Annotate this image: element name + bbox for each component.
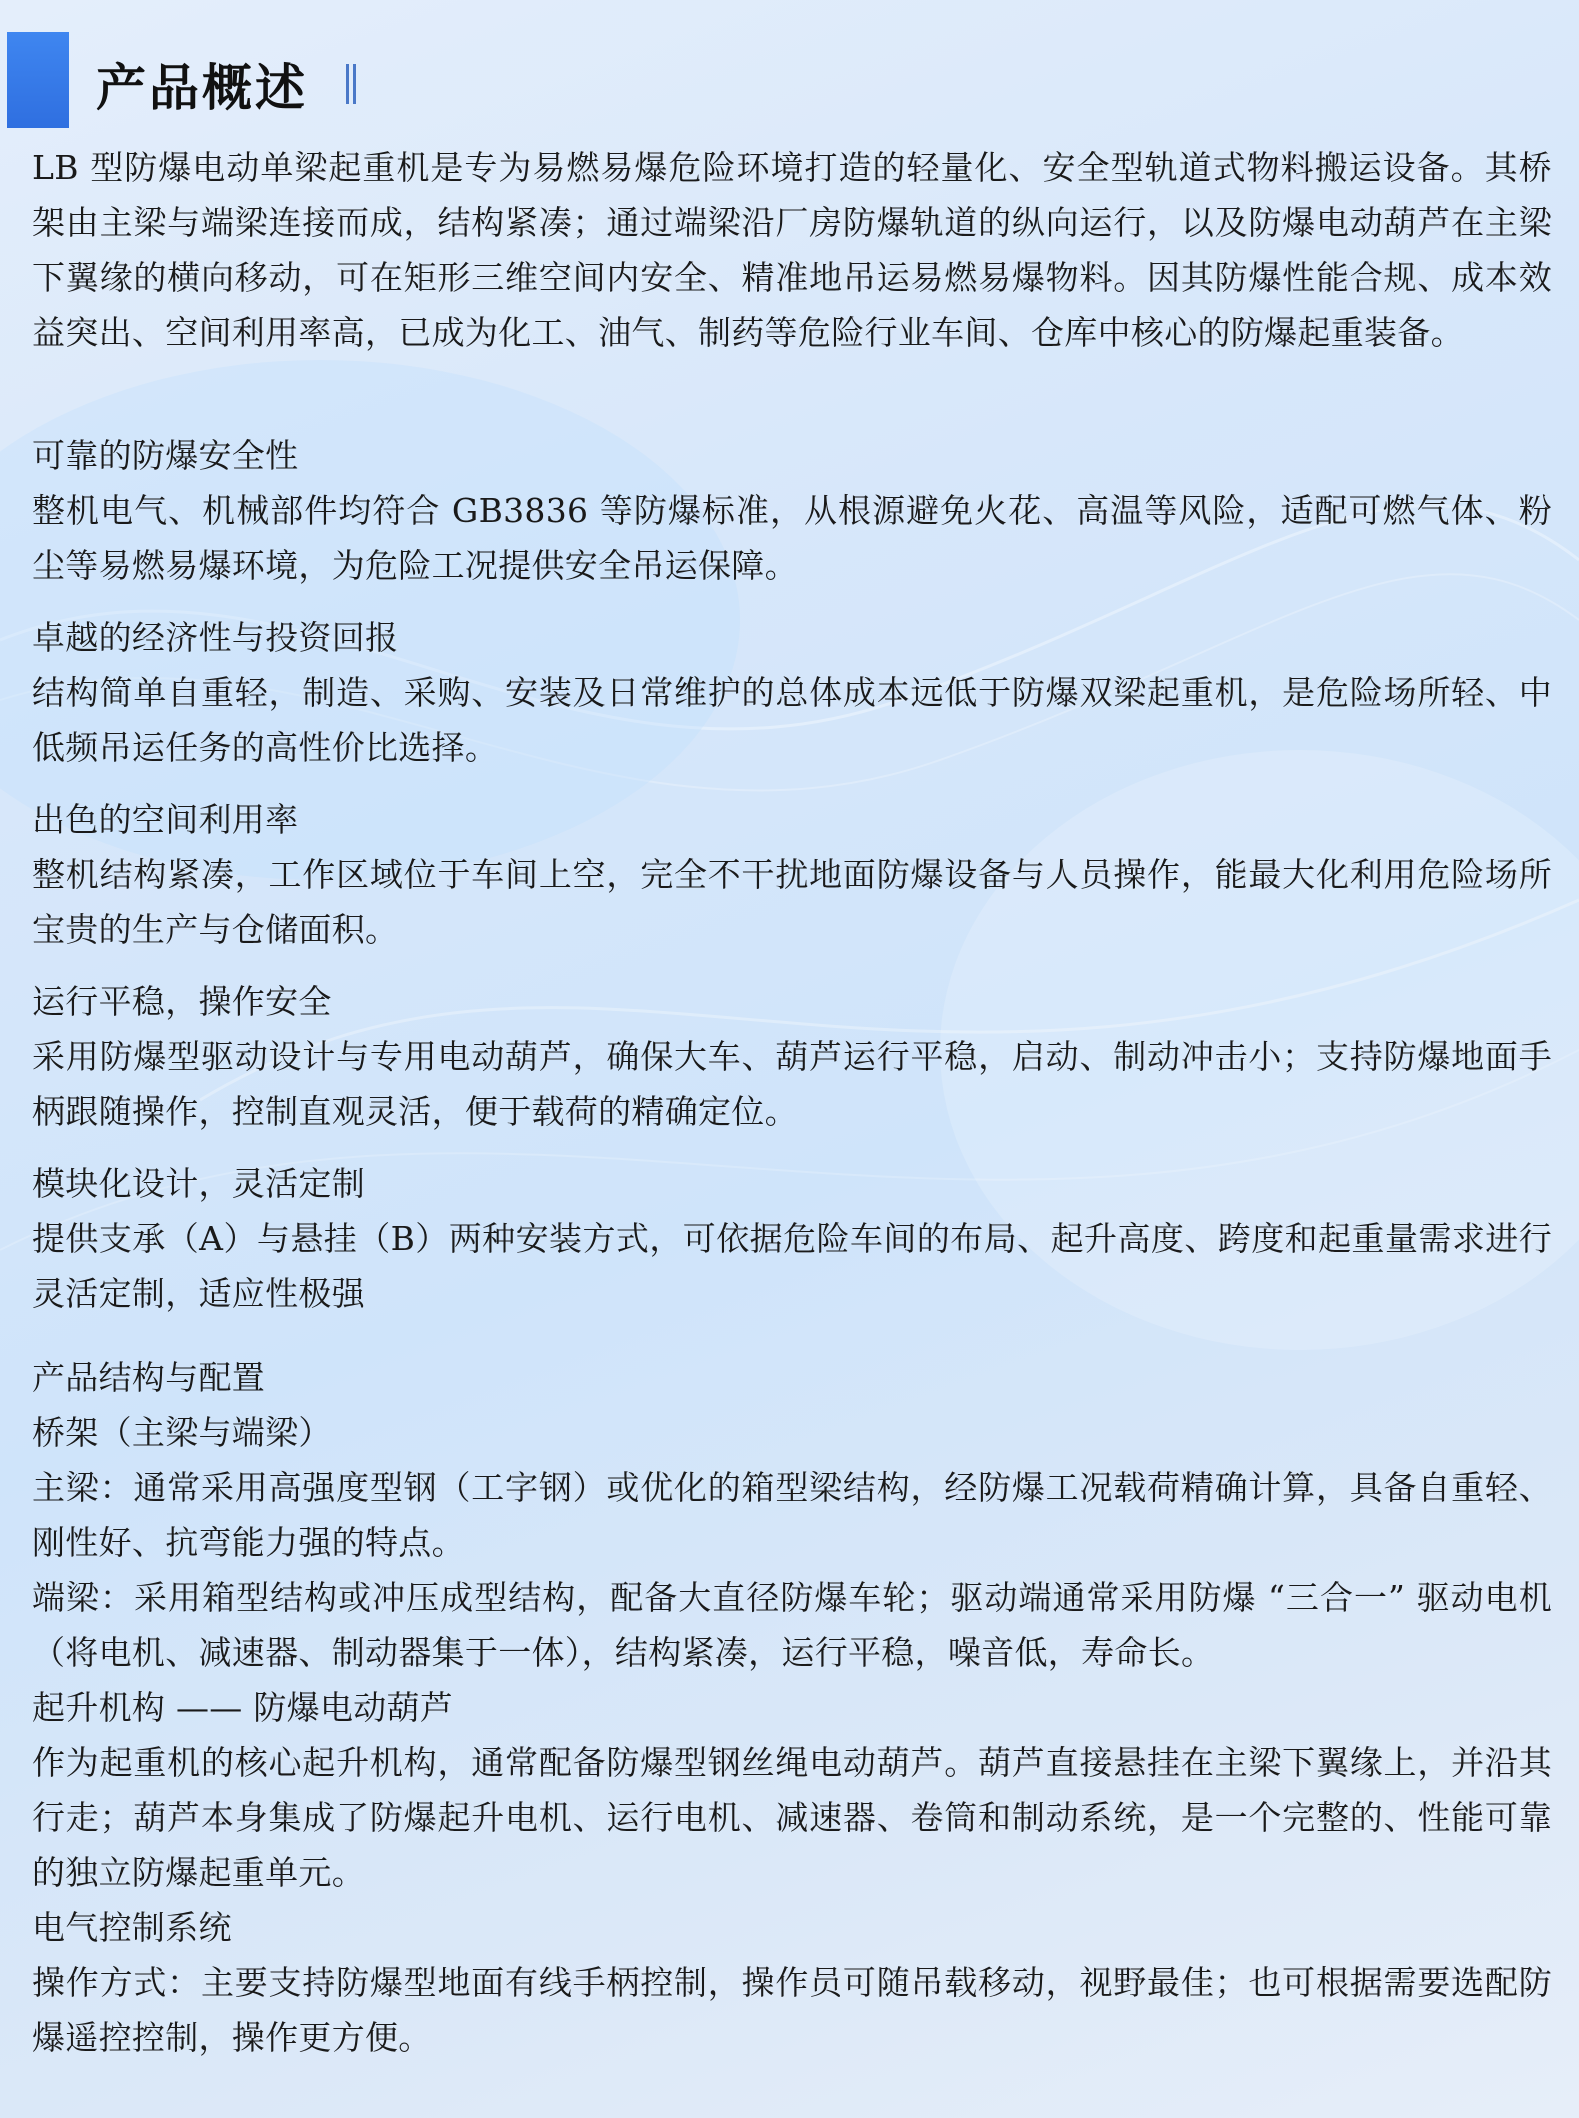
end-beam-text: 端梁：采用箱型结构或冲压成型结构，配备大直径防爆车轮；驱动端通常采用防爆 “三合一” 驱动电机（将电机、减速器、制动器集于一体），结构紧凑，运行平稳，噪音低，寿命长。 bbox=[32, 1578, 1552, 1672]
electrical-heading: 电气控制系统 bbox=[32, 1908, 232, 1947]
intro-paragraph: LB 型防爆电动单梁起重机是专为易燃易爆危险环境打造的轻量化、安全型轨道式物料搬运设备。其桥架由主梁与端梁连接而成，结构紧凑；通过端梁沿厂房防爆轨道的纵向运行，以及防爆电动葫芦在主梁下翼缘的横向移动，可在矩形三维空间内安全、精准地吊运易燃易爆物料。因其防爆性能合规、成本效益突出、空间利用率高，已成为化工、油气、制药等危险行业车间、仓库中核心的防爆起重装备。 bbox=[32, 148, 1552, 352]
bridge-heading: 桥架（主梁与端梁） bbox=[32, 1413, 332, 1452]
page-title: 产品概述 bbox=[96, 59, 308, 117]
structure-heading: 产品结构与配置 bbox=[32, 1358, 266, 1397]
main-girder-text: 主梁：通常采用高强度型钢（工字钢）或优化的箱型梁结构，经防爆工况载荷精确计算，具备自重轻、刚性好、抗弯能力强的特点。 bbox=[32, 1468, 1552, 1562]
feature-body: 采用防爆型驱动设计与专用电动葫芦，确保大车、葫芦运行平稳，启动、制动冲击小；支持防爆地面手柄跟随操作，控制直观灵活，便于载荷的精确定位。 bbox=[32, 1037, 1552, 1131]
title-marker-icon bbox=[346, 64, 356, 104]
feature-heading: 运行平稳，操作安全 bbox=[32, 982, 332, 1021]
feature-body: 结构简单自重轻，制造、采购、安装及日常维护的总体成本远低于防爆双梁起重机，是危险场所轻、中低频吊运任务的高性价比选择。 bbox=[32, 673, 1552, 767]
feature-body: 整机电气、机械部件均符合 GB3836 等防爆标准，从根源避免火花、高温等风险，适配可燃气体、粉尘等易燃易爆环境，为危险工况提供安全吊运保障。 bbox=[32, 491, 1552, 585]
hoist-text: 作为起重机的核心起升机构，通常配备防爆型钢丝绳电动葫芦。葫芦直接悬挂在主梁下翼缘上，并沿其行走；葫芦本身集成了防爆起升电机、运行电机、减速器、卷筒和制动系统，是一个完整的、性能可靠的独立防爆起重单元。 bbox=[32, 1743, 1552, 1892]
title-accent-bar bbox=[7, 32, 69, 128]
hoist-heading: 起升机构 —— 防爆电动葫芦 bbox=[32, 1688, 454, 1727]
feature-body: 整机结构紧凑，工作区域位于车间上空，完全不干扰地面防爆设备与人员操作，能最大化利用危险场所宝贵的生产与仓储面积。 bbox=[32, 855, 1552, 949]
feature-heading: 卓越的经济性与投资回报 bbox=[32, 618, 399, 657]
electrical-text: 操作方式：主要支持防爆型地面有线手柄控制，操作员可随吊载移动，视野最佳；也可根据需要选配防爆遥控控制，操作更方便。 bbox=[32, 1963, 1552, 2057]
feature-heading: 可靠的防爆安全性 bbox=[32, 436, 299, 475]
feature-heading: 出色的空间利用率 bbox=[32, 800, 299, 839]
feature-body: 提供支承（A）与悬挂（B）两种安装方式，可依据危险车间的布局、起升高度、跨度和起重量需求进行灵活定制，适应性极强 bbox=[32, 1219, 1552, 1313]
feature-heading: 模块化设计，灵活定制 bbox=[32, 1164, 365, 1203]
